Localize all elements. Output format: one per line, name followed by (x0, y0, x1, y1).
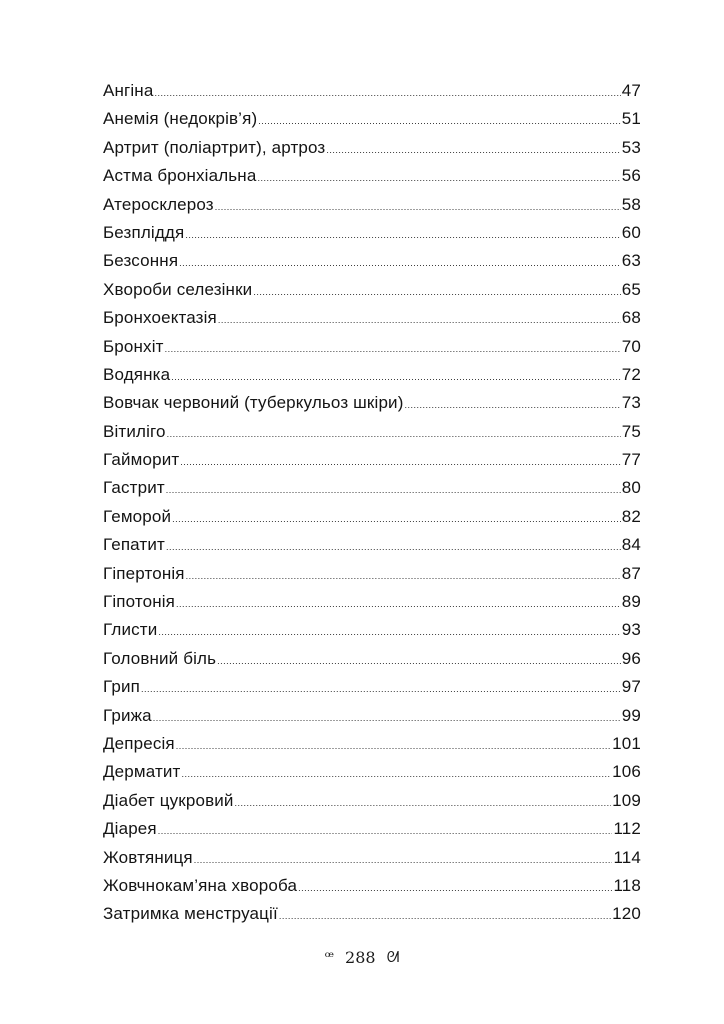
toc-entry-page: 87 (621, 563, 641, 583)
dot-leader (298, 883, 612, 893)
toc-entry-title: Депресія (103, 733, 175, 753)
toc-entry-title: Грижа (103, 705, 152, 725)
dot-leader (215, 202, 621, 212)
toc-entry-page: 84 (621, 535, 641, 555)
dot-leader (217, 656, 621, 666)
dot-leader (158, 627, 620, 637)
toc-entry (103, 478, 641, 506)
toc-entry-title: Дерматит (103, 762, 181, 782)
toc-entry-title: Глисти (103, 620, 158, 640)
toc-entry (103, 620, 641, 648)
toc-entry-page: 60 (621, 222, 641, 242)
toc-entry (103, 677, 641, 705)
dot-leader (253, 287, 620, 297)
toc-entry-title: Головний біль (103, 648, 217, 668)
dot-leader (405, 400, 621, 410)
dot-leader (165, 344, 621, 354)
dot-leader (218, 315, 621, 325)
dot-leader (172, 514, 621, 524)
toc-entry-title: Бронхіт (103, 336, 164, 356)
toc-entry-page: 72 (621, 364, 641, 384)
toc-entry (103, 138, 641, 166)
dot-leader (179, 258, 621, 268)
toc-entry-title: Гіпертонія (103, 563, 185, 583)
toc-entry (103, 251, 641, 279)
toc-entry (103, 109, 641, 137)
toc-entry-title: Гастрит (103, 478, 165, 498)
toc-entry-title: Атеросклероз (103, 194, 214, 214)
toc-entry (103, 337, 641, 365)
dot-leader (171, 372, 621, 382)
toc-entry-page: 51 (621, 109, 641, 129)
toc-entry-page: 109 (612, 790, 641, 810)
ornament-right-icon: ᘛ (386, 948, 400, 966)
toc-entry (103, 166, 641, 194)
dot-leader (141, 684, 621, 694)
toc-entry (103, 308, 641, 336)
toc-entry-title: Грип (103, 677, 141, 697)
toc-entry-title: Жовчнокам’яна хвороба (103, 875, 298, 895)
toc-entry-page: 101 (612, 733, 641, 753)
toc-entry (103, 280, 641, 308)
dot-leader (176, 599, 621, 609)
toc-entry-page: 120 (612, 904, 641, 924)
dot-leader (154, 88, 620, 98)
toc-entry-page: 75 (621, 421, 641, 441)
dot-leader (258, 116, 621, 126)
toc-entry-page: 97 (621, 677, 641, 697)
toc-entry-title: Бронхоектазія (103, 308, 217, 328)
toc-entry-title: Жовтяниця (103, 847, 193, 867)
dot-leader (158, 826, 613, 836)
toc-entry (103, 706, 641, 734)
toc-entry-page: 65 (621, 279, 641, 299)
toc-entry-page: 77 (621, 450, 641, 470)
toc-entry-page: 53 (621, 137, 641, 157)
toc-entry-title: Гепатит (103, 535, 165, 555)
toc-entry (103, 592, 641, 620)
toc-entry-page: 118 (613, 875, 641, 895)
toc-entry-title: Геморой (103, 506, 172, 526)
toc-entry-page: 93 (621, 620, 641, 640)
toc-entry (103, 393, 641, 421)
toc-entry (103, 365, 641, 393)
toc-entry-title: Хвороби селезінки (103, 279, 253, 299)
toc-entry-page: 58 (621, 194, 641, 214)
toc-entry (103, 195, 641, 223)
toc-entry (103, 876, 641, 904)
page-number: 288 (345, 948, 376, 967)
toc-entry-title: Водянка (103, 364, 171, 384)
dot-leader (176, 741, 611, 751)
toc-entry-page: 56 (621, 166, 641, 186)
dot-leader (257, 173, 620, 183)
toc-entry (103, 649, 641, 677)
toc-entry (103, 762, 641, 790)
toc-entry-page: 80 (621, 478, 641, 498)
toc-entry (103, 450, 641, 478)
toc-entry (103, 422, 641, 450)
toc-entry-title: Ангіна (103, 81, 154, 100)
dot-leader (185, 230, 620, 240)
toc-entry (103, 734, 641, 762)
table-of-contents (103, 81, 641, 933)
dot-leader (180, 457, 621, 467)
toc-entry (103, 564, 641, 592)
toc-entry-page: 70 (621, 336, 641, 356)
toc-entry-page: 73 (621, 393, 641, 413)
toc-entry-title: Гіпотонія (103, 592, 176, 612)
toc-entry (103, 507, 641, 535)
toc-entry-title: Гайморит (103, 450, 180, 470)
toc-entry-title: Безсоння (103, 251, 179, 271)
toc-entry (103, 848, 641, 876)
dot-leader (186, 571, 621, 581)
toc-entry (103, 535, 641, 563)
toc-entry-page: 112 (613, 819, 641, 839)
toc-entry (103, 223, 641, 251)
toc-entry-title: Вітиліго (103, 421, 166, 441)
dot-leader (166, 485, 621, 495)
toc-entry-title: Затримка менструації (103, 904, 278, 924)
toc-entry-page: 99 (621, 705, 641, 725)
toc-entry-page: 82 (621, 506, 641, 526)
toc-entry-page: 63 (621, 251, 641, 271)
toc-entry (103, 791, 641, 819)
toc-entry-title: Безпліддя (103, 222, 185, 242)
toc-entry (103, 819, 641, 847)
toc-entry (103, 81, 641, 109)
toc-entry-title: Діарея (103, 819, 157, 839)
dot-leader (194, 855, 613, 865)
toc-entry-page: 89 (621, 592, 641, 612)
page-footer (0, 948, 724, 967)
dot-leader (326, 145, 620, 155)
toc-entry-page: 106 (612, 762, 641, 782)
toc-entry-page: 96 (621, 648, 641, 668)
dot-leader (167, 429, 621, 439)
dot-leader (279, 911, 611, 921)
toc-entry (103, 904, 641, 932)
dot-leader (181, 769, 611, 779)
toc-entry-page: 47 (621, 81, 641, 100)
toc-entry-title: Вовчак червоний (туберкульоз шкіри) (103, 393, 404, 413)
toc-entry-title: Діабет цукровий (103, 790, 234, 810)
toc-entry-title: Артрит (поліартрит), артроз (103, 137, 326, 157)
dot-leader (153, 713, 621, 723)
dot-leader (235, 798, 612, 808)
toc-entry-page: 114 (613, 847, 641, 867)
toc-entry-title: Астма бронхіальна (103, 166, 257, 186)
ornament-left-icon: ꟹ (324, 948, 334, 966)
toc-entry-title: Анемія (недокрів’я) (103, 109, 258, 129)
dot-leader (166, 542, 621, 552)
toc-entry-page: 68 (621, 308, 641, 328)
